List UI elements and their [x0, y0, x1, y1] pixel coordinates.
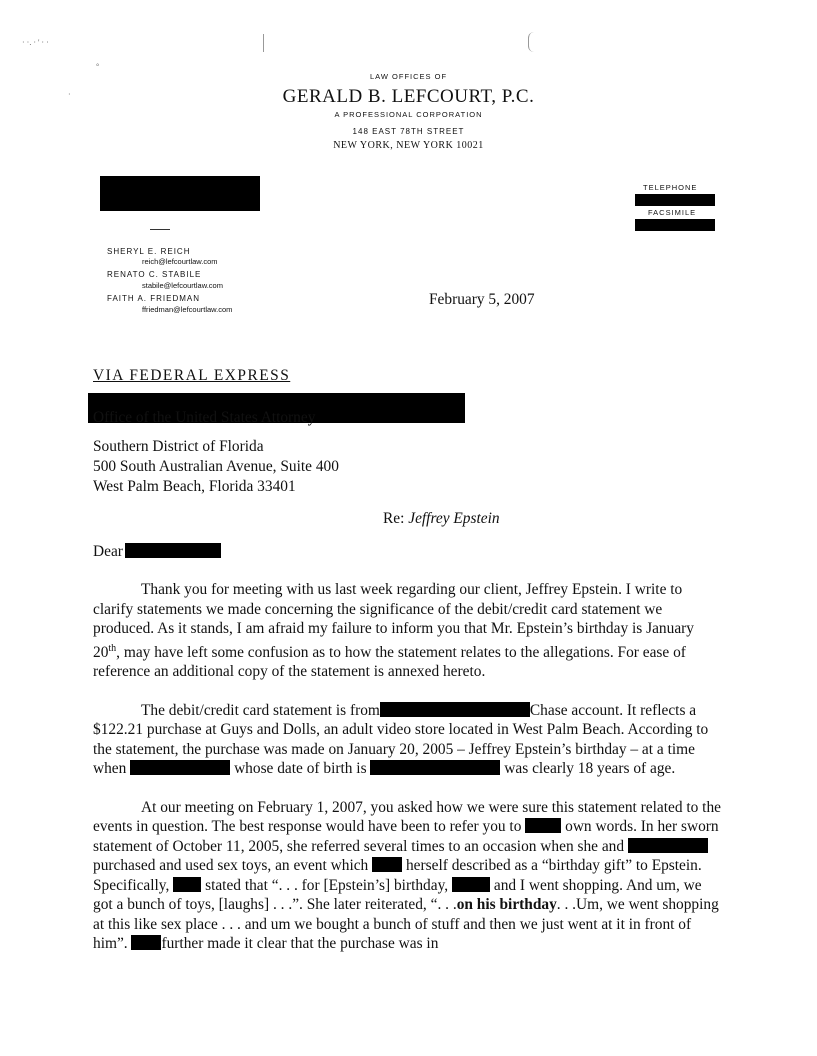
re-subject: Jeffrey Epstein — [408, 510, 500, 527]
re-label: Re: — [383, 510, 405, 527]
scan-mark — [528, 32, 534, 52]
redaction — [452, 877, 490, 892]
firm-name: GERALD B. LEFCOURT, P.C. — [282, 86, 535, 107]
scan-speck: · ·. · ' · · — [22, 38, 49, 47]
address-line: Southern District of Florida — [93, 438, 264, 455]
staff-email: stabile@lefcourtlaw.com — [142, 281, 223, 290]
staff-email: reich@lefcourtlaw.com — [142, 257, 218, 266]
divider-line — [150, 229, 170, 230]
redaction — [628, 838, 708, 853]
letterhead-street: 148 EAST 78TH STREET — [352, 127, 465, 136]
address-block — [93, 409, 316, 427]
scan-speck: ° — [96, 62, 100, 71]
redaction — [380, 702, 530, 717]
redaction — [130, 760, 230, 775]
staff-email: ffriedman@lefcourtlaw.com — [142, 305, 233, 314]
telephone-label: TELEPHONE — [643, 183, 698, 192]
address-line: Office of the United States Attorney — [93, 409, 316, 426]
redaction — [372, 857, 402, 872]
paragraph-3: At our meeting on February 1, 2007, you asked how we were sure this statement related to the events in question. The best response would have been to refer you to own words. In her sworn statement of October 11, 2005, she referred several times to an occasion when she and purchased and used sex toys, an event which herself described as a “birthday gift” to Epstein. Specifically, stated that “. . . for [Epstein’s] birthday, and I went shopping. And um, we got a bunch of toys, [laughs] . . .”. She later reiterated, “. . .on his birthday. . .Um, we went shopping at this like sex place . . . and um we bought a bunch of stuff and then we just went at it in front of him”. further made it clear that the purchase was in — [93, 798, 721, 953]
address-line: 500 South Australian Avenue, Suite 400 — [93, 458, 339, 475]
staff-name: SHERYL E. REICH — [107, 247, 191, 256]
letterhead-city: NEW YORK, NEW YORK 10021 — [333, 140, 484, 151]
salutation-text: Dear — [93, 543, 123, 560]
letterhead-corporation: A PROFESSIONAL CORPORATION — [334, 110, 483, 119]
redaction — [525, 818, 561, 833]
redaction — [125, 543, 221, 558]
re-line — [383, 510, 500, 528]
scan-speck: · — [68, 90, 71, 99]
facsimile-redaction — [635, 219, 715, 231]
address-line: West Palm Beach, Florida 33401 — [93, 478, 296, 495]
letterhead-line1: LAW OFFICES OF — [369, 72, 448, 81]
paragraph-1: Thank you for meeting with us last week regarding our client, Jeffrey Epstein. I write to clarify statements we made concerning the significance of the debit/credit card statement we produced. As it stands, I am afraid my failure to inform you that Mr. Epstein’s birthday is January 20th, may have left some confusion as to how the statement relates to the allegations. For ease of reference an additional copy of the statement is annexed hereto. — [93, 581, 694, 681]
redaction — [370, 760, 500, 775]
redaction — [173, 877, 201, 892]
redaction — [131, 935, 161, 950]
salutation — [93, 543, 221, 561]
scan-mark — [263, 34, 265, 52]
delivery-method: VIA FEDERAL EXPRESS — [93, 367, 291, 384]
telephone-redaction — [635, 194, 715, 206]
paragraph-2: The debit/credit card statement is from Chase account. It reflects a $122.21 purchase at Guys and Dolls, an adult video store located in West Palm Beach. According to the statement, the purchase was made on January 20, 2005 – Jeffrey Epstein’s birthday – at a time when whose date of birth is was clearly 18 years of age. — [93, 701, 709, 778]
staff-name: FAITH A. FRIEDMAN — [107, 294, 201, 303]
letter-body — [93, 580, 723, 973]
letter-date: February 5, 2007 — [429, 291, 535, 308]
redaction-block — [100, 176, 260, 211]
staff-name: RENATO C. STABILE — [107, 270, 202, 279]
facsimile-label: FACSIMILE — [648, 208, 697, 217]
address-lines — [93, 437, 339, 497]
